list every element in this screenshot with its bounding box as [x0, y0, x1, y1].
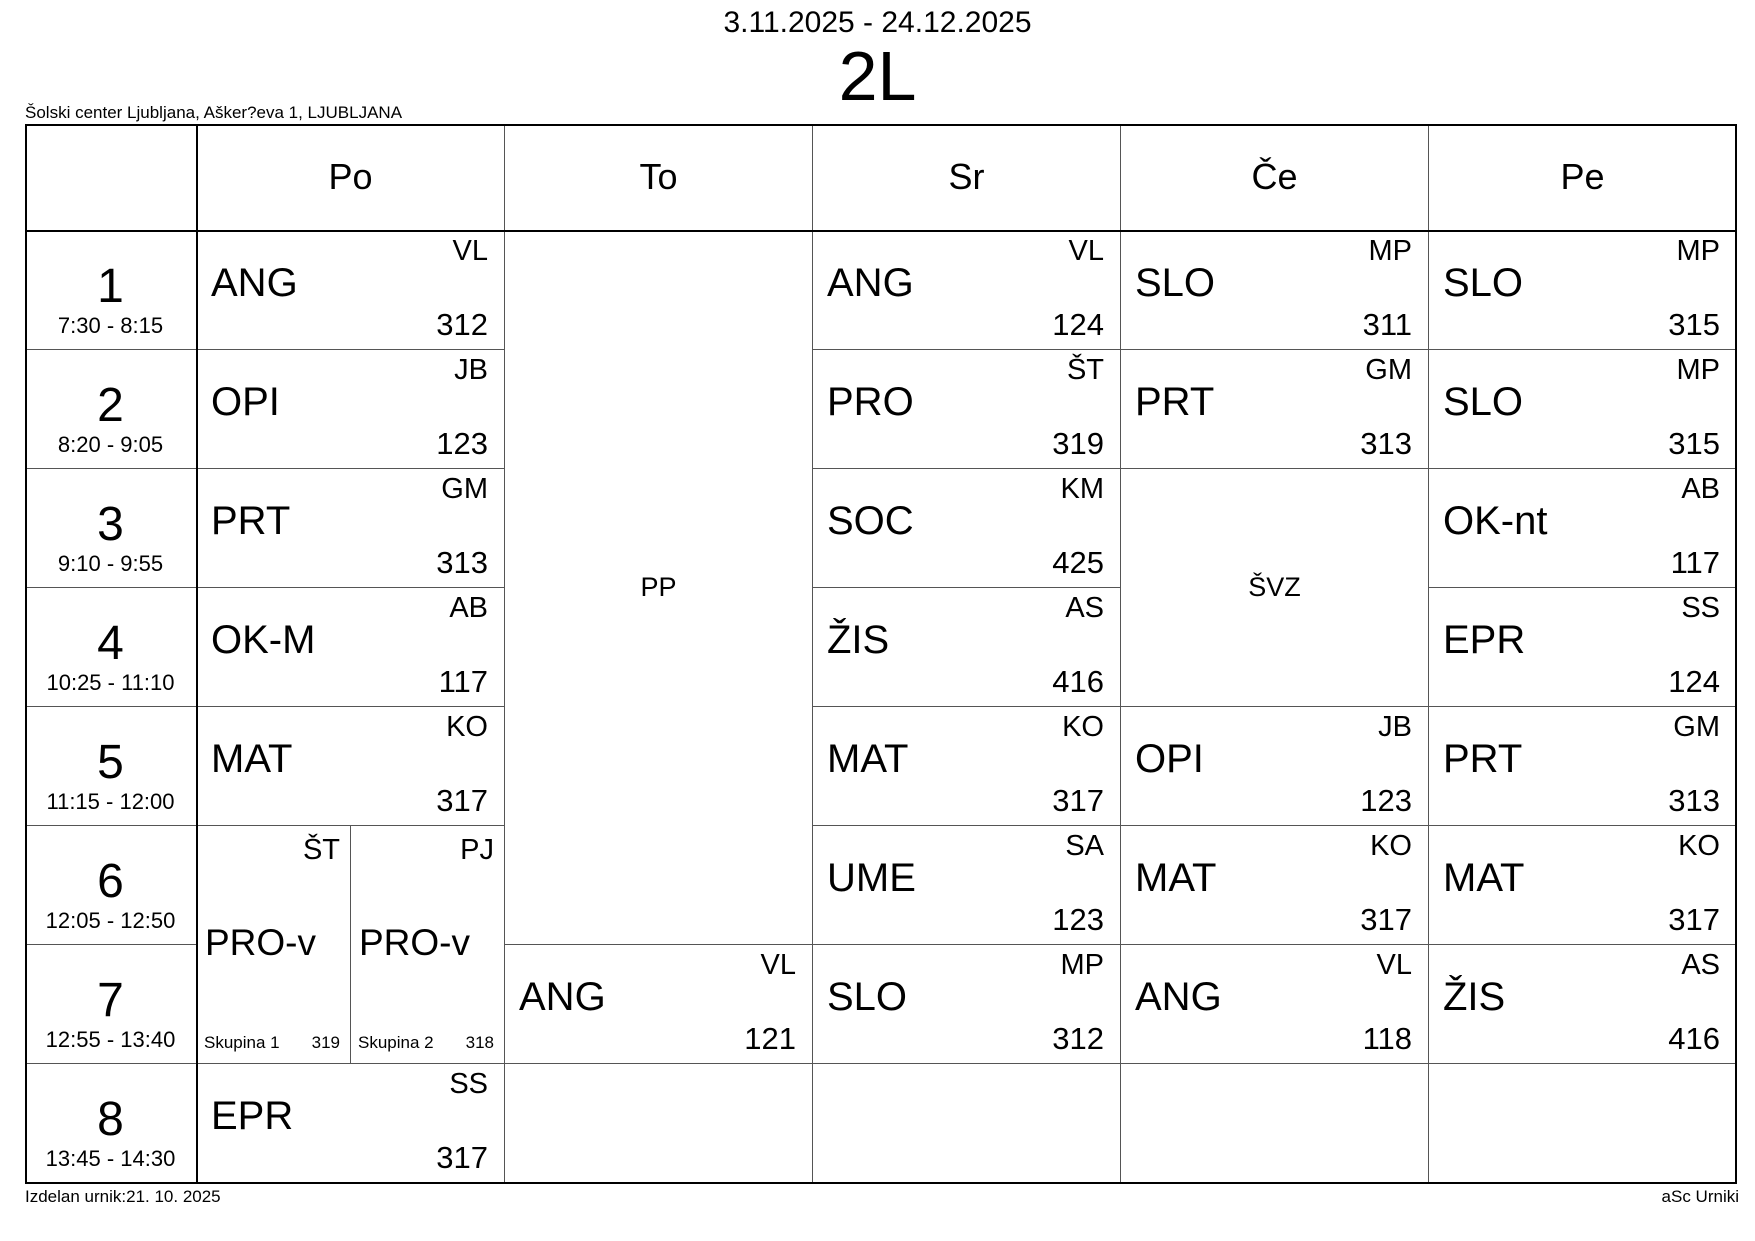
- empty-cell: [1121, 1064, 1429, 1183]
- lesson-subject: ANG: [519, 975, 606, 1019]
- lesson-cell: [1429, 945, 1737, 1064]
- activity-block: ŠVZ: [1121, 469, 1429, 707]
- lesson-subject: ŽIS: [1443, 975, 1506, 1019]
- period-number: 4: [97, 617, 124, 670]
- lesson-cell: [1121, 707, 1429, 826]
- lesson-room: 317: [436, 1140, 488, 1175]
- lesson-room: 315: [1668, 307, 1720, 342]
- period-number: 6: [97, 855, 124, 908]
- day-header: Pe: [1429, 124, 1737, 231]
- lesson-teacher: GM: [441, 473, 488, 505]
- lesson-cell: [197, 707, 505, 826]
- lesson-cell: [813, 469, 1121, 588]
- lesson-room: 313: [436, 545, 488, 580]
- lesson-subject: SLO: [1443, 261, 1524, 305]
- timetable-grid: [25, 124, 1737, 1184]
- lesson-subject: SOC: [827, 499, 914, 543]
- group-label: Skupina 1: [204, 1033, 280, 1052]
- lesson-room: 123: [1052, 902, 1104, 937]
- created-date: Izdelan urnik:21. 10. 2025: [25, 1187, 221, 1206]
- lesson-cell: [813, 707, 1121, 826]
- date-range: 3.11.2025 - 24.12.2025: [723, 6, 1032, 39]
- lesson-subject: ŽIS: [827, 618, 890, 662]
- lesson-teacher: GM: [1673, 711, 1720, 743]
- lesson-cell: [197, 350, 505, 469]
- period-time: 12:05 - 12:50: [45, 908, 176, 933]
- lesson-subject: PRT: [1135, 380, 1215, 424]
- period-number: 8: [97, 1093, 124, 1146]
- lesson-room: 124: [1052, 307, 1104, 342]
- period-cell: [25, 231, 197, 350]
- lesson-cell: [1429, 826, 1737, 945]
- lesson-room: 311: [1362, 307, 1412, 342]
- corner-cell: [25, 124, 197, 231]
- lesson-subject: MAT: [827, 737, 909, 781]
- period-number: 2: [97, 379, 124, 432]
- period-number: 7: [97, 974, 124, 1027]
- vendor-name: aSc Urniki: [1661, 1187, 1739, 1206]
- lesson-subject: EPR: [211, 1094, 294, 1138]
- lesson-room: 312: [1052, 1021, 1104, 1056]
- lesson-cell: [1121, 826, 1429, 945]
- lesson-subject: SLO: [827, 975, 908, 1019]
- lesson-subject: OK-M: [211, 618, 316, 662]
- lesson-teacher: VL: [760, 949, 796, 981]
- lesson-cell: [813, 588, 1121, 707]
- lesson-room: 317: [1052, 783, 1104, 818]
- lesson-room: 117: [438, 664, 488, 699]
- lesson-teacher: ŠT: [302, 834, 340, 866]
- lesson-room: 317: [1668, 902, 1720, 937]
- class-title: 2L: [838, 37, 917, 115]
- lesson-teacher: JB: [1378, 711, 1412, 743]
- lesson-subject: MAT: [1135, 856, 1217, 900]
- lesson-cell: [1429, 231, 1737, 350]
- lesson-cell: [813, 826, 1121, 945]
- lesson-subject: MAT: [1443, 856, 1525, 900]
- group-lesson-cell: [351, 826, 505, 1064]
- lesson-teacher: MP: [1676, 354, 1720, 386]
- lesson-room: 317: [436, 783, 488, 818]
- lesson-subject: PRT: [211, 499, 291, 543]
- lesson-subject: PRT: [1443, 737, 1523, 781]
- lesson-subject: PRO: [827, 380, 914, 424]
- lesson-teacher: GM: [1365, 354, 1412, 386]
- lesson-room: 123: [436, 426, 488, 461]
- period-number: 5: [97, 736, 124, 789]
- lesson-teacher: SS: [1681, 592, 1720, 624]
- lesson-room: 121: [744, 1021, 796, 1056]
- empty-cell: [813, 1064, 1121, 1183]
- day-header: Če: [1121, 124, 1429, 231]
- lesson-cell: [1121, 231, 1429, 350]
- lesson-teacher: SS: [449, 1068, 488, 1100]
- period-time: 13:45 - 14:30: [45, 1146, 176, 1171]
- day-header: Sr: [813, 124, 1121, 231]
- lesson-subject: PRO-v: [205, 922, 316, 963]
- lesson-room: 315: [1668, 426, 1720, 461]
- lesson-room: 117: [1670, 545, 1720, 580]
- period-time: 10:25 - 11:10: [46, 670, 175, 695]
- period-time: 12:55 - 13:40: [45, 1027, 176, 1052]
- lesson-room: 416: [1052, 664, 1104, 699]
- lesson-teacher: KO: [1370, 830, 1412, 862]
- lesson-room: 313: [1668, 783, 1720, 818]
- lesson-cell: [197, 588, 505, 707]
- lesson-room: 312: [436, 307, 488, 342]
- period-number: 1: [97, 260, 124, 313]
- lesson-cell: [1121, 350, 1429, 469]
- period-cell: [25, 469, 197, 588]
- period-number: 3: [97, 498, 124, 551]
- lesson-subject: MAT: [211, 737, 293, 781]
- period-cell: [25, 945, 197, 1064]
- period-cell: [25, 350, 197, 469]
- header-rule: [25, 230, 1737, 232]
- lesson-cell: [1429, 469, 1737, 588]
- period-cell: [25, 707, 197, 826]
- period-time: 7:30 - 8:15: [57, 313, 164, 338]
- lesson-teacher: KO: [1062, 711, 1104, 743]
- lesson-teacher: AS: [1681, 949, 1720, 981]
- lesson-teacher: VL: [1068, 235, 1104, 267]
- lesson-subject: ANG: [1135, 975, 1222, 1019]
- lesson-teacher: PJ: [460, 834, 494, 866]
- lesson-teacher: KO: [446, 711, 488, 743]
- lesson-cell: [505, 945, 813, 1064]
- lesson-teacher: SA: [1065, 830, 1104, 862]
- empty-cell: [1429, 1064, 1737, 1183]
- empty-cell: [505, 1064, 813, 1183]
- lesson-room: 313: [1360, 426, 1412, 461]
- lesson-subject: PRO-v: [359, 922, 470, 963]
- group-label: Skupina 2: [358, 1033, 434, 1052]
- lesson-subject: SLO: [1443, 380, 1524, 424]
- period-time: 9:10 - 9:55: [57, 551, 164, 576]
- lesson-room: 425: [1052, 545, 1104, 580]
- group-lesson-cell: [197, 826, 351, 1064]
- lesson-cell: [1121, 945, 1429, 1064]
- period-cell: [25, 826, 197, 945]
- lesson-cell: [1429, 707, 1737, 826]
- lesson-teacher: JB: [454, 354, 488, 386]
- period-time: 8:20 - 9:05: [57, 432, 164, 457]
- lesson-room: 123: [1360, 783, 1412, 818]
- lesson-subject: SLO: [1135, 261, 1216, 305]
- lesson-room: 319: [1052, 426, 1104, 461]
- period-time: 11:15 - 12:00: [46, 789, 175, 814]
- lesson-subject: EPR: [1443, 618, 1526, 662]
- lesson-teacher: MP: [1676, 235, 1720, 267]
- lesson-room: 416: [1668, 1021, 1720, 1056]
- lesson-cell: [1429, 350, 1737, 469]
- lesson-subject: ANG: [827, 261, 914, 305]
- lesson-subject: ANG: [211, 261, 298, 305]
- lesson-subject: UME: [827, 856, 916, 900]
- lesson-teacher: AS: [1065, 592, 1104, 624]
- lesson-subject: OPI: [211, 380, 280, 424]
- lesson-cell: [813, 231, 1121, 350]
- lesson-teacher: AB: [449, 592, 488, 624]
- lesson-teacher: MP: [1368, 235, 1412, 267]
- period-column-rule: [196, 124, 198, 1184]
- lesson-teacher: KM: [1060, 473, 1104, 505]
- lesson-subject: OK-nt: [1443, 499, 1548, 543]
- lesson-room: 317: [1360, 902, 1412, 937]
- day-header: Po: [197, 124, 505, 231]
- lesson-teacher: KO: [1678, 830, 1720, 862]
- lesson-teacher: ŠT: [1066, 354, 1104, 386]
- day-header: To: [505, 124, 813, 231]
- school-name: Šolski center Ljubljana, Ašker?eva 1, LJUBLJANA: [25, 103, 403, 122]
- lesson-subject: OPI: [1135, 737, 1204, 781]
- lesson-cell: [813, 350, 1121, 469]
- lesson-room: 124: [1668, 664, 1720, 699]
- lesson-cell: [197, 231, 505, 350]
- lesson-room: 319: [311, 1033, 340, 1052]
- lesson-teacher: VL: [1376, 949, 1412, 981]
- lesson-cell: [197, 1064, 505, 1183]
- activity-block: PP: [505, 231, 813, 945]
- lesson-cell: [197, 469, 505, 588]
- lesson-teacher: MP: [1060, 949, 1104, 981]
- period-cell: [25, 588, 197, 707]
- lesson-cell: [1429, 588, 1737, 707]
- lesson-teacher: VL: [452, 235, 488, 267]
- lesson-cell: [813, 945, 1121, 1064]
- lesson-room: 118: [1362, 1021, 1412, 1056]
- lesson-room: 318: [465, 1033, 494, 1052]
- period-cell: [25, 1064, 197, 1183]
- lesson-teacher: AB: [1681, 473, 1720, 505]
